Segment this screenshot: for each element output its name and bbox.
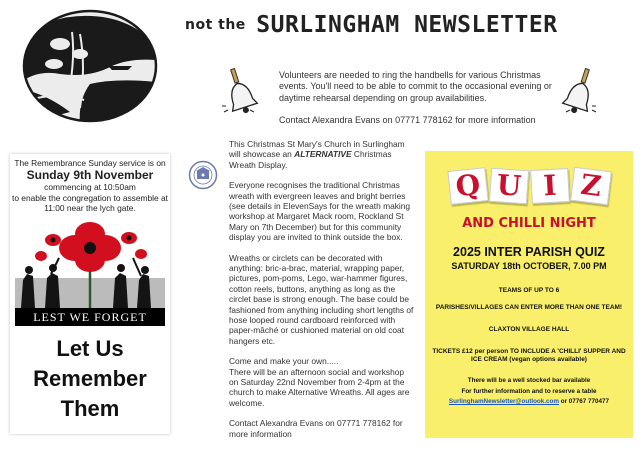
- newsletter-title: [185, 12, 558, 38]
- quiz-date: SATURDAY 18th OCTOBER, 7.00 PM: [451, 261, 607, 271]
- article-contact: Contact Alexandra Evans on 07771 778162 for more information: [229, 418, 403, 439]
- quiz-info: For further information and to reserve a table: [461, 388, 597, 395]
- church-badge-icon: [188, 160, 218, 190]
- poppy-soldiers-illustration: [15, 218, 165, 308]
- article-paragraph: Everyone recognises the traditional Christmas wreath with evergreen leaves and bright berries (see details in ElevenSays for the wreath making workshop at Margaret Mack room, Rockland St Mary on 7th December) but for this community display you are invited to think outside the box.: [229, 180, 411, 243]
- remembrance-details: [10, 154, 170, 214]
- remembrance-date: Sunday 9th November: [26, 168, 154, 183]
- slogan-line: Them: [60, 395, 120, 421]
- quiz-email-link[interactable]: SurlinghamNewsletter@outlook.com: [448, 398, 559, 405]
- alternative-emphasis: ALTERNATIVE: [294, 149, 352, 160]
- volunteers-contact: Contact Alexandra Evans on 07771 778162 for more information: [279, 115, 536, 126]
- quiz-tile: I: [530, 168, 570, 204]
- quiz-parishes: PARISHES/VILLAGES CAN ENTER MORE THAN ONE TEAM!: [435, 304, 623, 311]
- quiz-poster: [425, 151, 633, 438]
- quiz-teams: TEAMS OF UP TO 6: [498, 287, 560, 294]
- remembrance-line: to enable the congregation to assemble at: [12, 192, 168, 203]
- article-paragraph: Wreaths or circlets can be decorated with anything: bric-a-brac, material, wrapping paper, pictures, pom-poms, Lego, war-hammer figures, cotton reels, buttons, anything as long as the circlet base is strong enough. The base could be fashioned from anything including short lengths of hose looped round cardboard reinforced with paper-mâché or cushioned material on old coat hangers etc.: [229, 252, 414, 346]
- title-main: SURLINGHAM NEWSLETTER: [256, 12, 558, 38]
- quiz-contact: [425, 398, 633, 405]
- quiz-tickets: TICKETS £12 per person TO INCLUDE A 'CHILLI' SUPPER AND ICE CREAM (vegan options available): [432, 348, 626, 363]
- handbell-volunteers-notice: [279, 70, 569, 127]
- quiz-tile: Z: [570, 167, 612, 205]
- slogan-line: Let Us: [56, 335, 124, 361]
- quiz-heading: 2025 INTER PARISH QUIZ: [453, 245, 605, 259]
- article-paragraph: Come and make your own..... There will be an afternoon social and workshop on Saturday 22nd November from 2-4pm at the church to make Alternative Wreaths. All ages are welcome.: [229, 356, 410, 408]
- article-intro: This Christmas St Mary's Church in Surlingham will showcase an ALTERNATIVE Christmas Wreath Display.: [229, 139, 405, 170]
- remembrance-line: The Remembrance Sunday service is on: [14, 158, 166, 168]
- quiz-venue: CLAXTON VILLAGE HALL: [488, 326, 570, 333]
- remembrance-panel: [10, 154, 170, 434]
- quiz-phone: or 07767 770477: [558, 398, 610, 405]
- quiz-bar-note: There will be a well stocked bar available: [467, 377, 591, 384]
- wreath-display-article: [229, 139, 414, 439]
- quiz-tile: Q: [447, 167, 488, 205]
- volunteers-paragraph: Volunteers are needed to ring the handbells for various Christmas events. You'll need to be able to commit to the occasional evening or daytime rehearsal depending on group availabilities.: [279, 70, 552, 103]
- quiz-letter-tiles: [425, 169, 633, 205]
- slogan-line: Remember: [33, 365, 147, 391]
- village-logo: [20, 4, 160, 124]
- remembrance-line: 11:00 near the lych gate.: [44, 203, 136, 214]
- remembrance-slogan: [10, 334, 170, 424]
- remembrance-line: commencing at 10:50am: [44, 182, 136, 193]
- title-prefix: not the: [185, 17, 246, 33]
- handbell-icon: [220, 66, 260, 118]
- lest-we-forget-banner: LEST WE FORGET: [15, 308, 165, 326]
- quiz-subtitle: AND CHILLI NIGHT: [462, 216, 596, 231]
- quiz-tile: U: [488, 168, 528, 205]
